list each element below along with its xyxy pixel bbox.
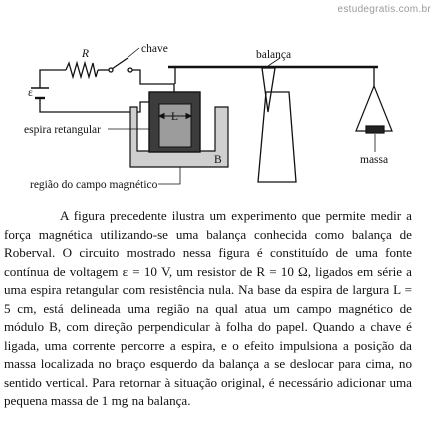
experiment-diagram — [0, 0, 437, 200]
regiao-leader — [158, 167, 180, 184]
problem-paragraph: A figura precedente ilustra um experimento que permite medir a força magnética utilizando-se uma balança conhecida como balança de Roberval. O circuito mostrado nessa figura é constituído de uma fonte contínua de voltagem ε = 10 V, um resistor de R = 10 Ω, ligados em série a uma espira retangular com resistência nula. Na base da espira de largura L = 5 cm, está delineada uma região na qual atua um campo magnético de módulo B, com direção perpendicular à folha do papel. Quando a chave é ligada, uma corrente percorre a espira, e o efeito impulsiona a posição da massa localizada no braço esquerdo da balança a se deslocar para cima, no sentido vertical. Para retornar à situação original, é necessário adicionar uma pequena massa de 1 mg na balança. — [4, 208, 412, 408]
battery — [31, 88, 49, 98]
watermark: estudegratis.com.br — [337, 4, 431, 15]
resistor — [66, 63, 98, 77]
resistor-label: R — [82, 48, 90, 60]
balanca-label: balança — [256, 49, 292, 61]
epsilon-label: ε — [28, 87, 33, 99]
switch — [109, 58, 132, 72]
chave-leader — [128, 48, 139, 57]
espira-label: espira retangular — [24, 124, 101, 136]
massa-label: massa — [360, 154, 389, 166]
balance-pan — [356, 86, 392, 133]
width-label: L — [171, 111, 179, 123]
chave-label: chave — [141, 43, 168, 55]
regiao-label: região do campo magnético — [30, 179, 158, 191]
field-label: B — [214, 154, 222, 166]
